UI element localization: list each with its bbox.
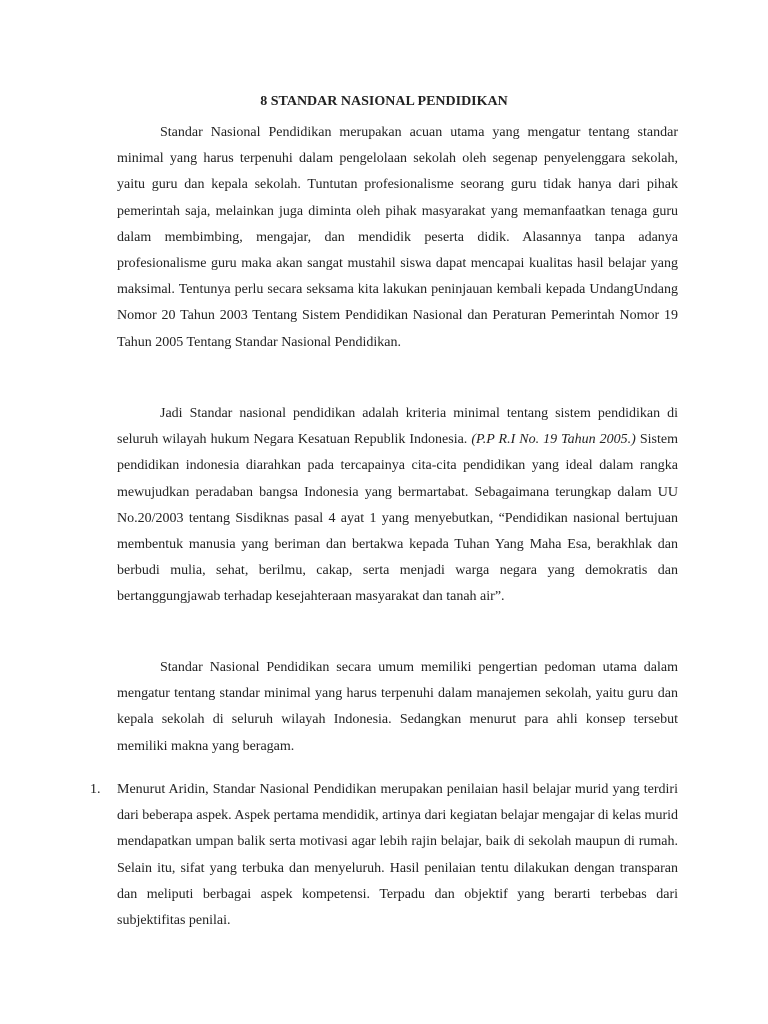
list-item-number: 1. — [90, 782, 101, 797]
paragraph-definition — [117, 401, 678, 611]
document-title: 8 STANDAR NASIONAL PENDIDIKAN — [260, 94, 508, 109]
paragraph-definition-continuation: Sistem pendidikan indonesia diarahkan pada tercapainya cita-cita pendidikan yang ideal dalam rangka mewujudkan peradaban bangsa Indonesia yang bermartabat. Sebagaimana terungkap dalam UU No.20/2003 tentang Sisdiknas pasal 4 ayat 1 yang menyebutkan, “Pendidikan nasional bertujuan membentuk manusia yang beriman dan bertakwa kepada Tuhan Yang Maha Esa, berakhlak dan berbudi mulia, sehat, berilmu, cakap, serta menjadi warga negara yang demokratis dan bertanggungjawab terhadap kesejahteraan masyarakat dan tanah air”. — [117, 432, 678, 605]
list-item-text: Menurut Aridin, Standar Nasional Pendidikan merupakan penilaian hasil belajar murid yang terdiri dari beberapa aspek. Aspek pertama mendidik, artinya dari kegiatan belajar mengajar di kelas murid mendapatkan umpan balik serta motivasi agar lebih rajin belajar, baik di sekolah maupun di rumah. Selain itu, sifat yang terbuka dan menyeluruh. Hasil penilaian tentu dilakukan dengan transparan dan meliputi berbagai aspek kompetensi. Terpadu dan objektif yang berarti terbebas dari subjektifitas penilai. — [117, 782, 678, 929]
list-item — [90, 777, 678, 934]
paragraph-intro: Standar Nasional Pendidikan merupakan acuan utama yang mengatur tentang standar minimal yang harus terpenuhi dalam pengelolaan sekolah oleh segenap penyelenggara sekolah, yaitu guru dan kepala sekolah. Tuntutan profesionalisme seorang guru tidak hanya dari pihak pemerintah saja, melainkan juga diminta oleh pihak masyarakat yang memanfaatkan tenaga guru dalam membimbing, mengajar, dan mendidik peserta didik. Alasannya tanpa adanya profesionalisme guru maka akan sangat mustahil siswa dapat mencapai kualitas hasil belajar yang maksimal. Tentunya perlu secara seksama kita lakukan peninjauan kembali kepada UndangUndang Nomor 20 Tahun 2003 Tentang Sistem Pendidikan Nasional dan Peraturan Pemerintah Nomor 19 Tahun 2005 Tentang Standar Nasional Pendidikan. — [117, 125, 678, 350]
paragraph-definition-text: Jadi Standar nasional pendidikan adalah kriteria minimal tentang sistem pendidikan di seluruh wilayah hukum Negara Kesatuan Republik Indonesia. — [117, 406, 678, 448]
citation: (P.P R.I No. 19 Tahun 2005.) — [471, 432, 636, 448]
paragraph-general-meaning: Standar Nasional Pendidikan secara umum memiliki pengertian pedoman utama dalam mengatur tentang standar minimal yang harus terpenuhi dalam manajemen sekolah, yaitu guru dan kepala sekolah di seluruh wilayah Indonesia. Sedangkan menurut para ahli konsep tersebut memiliki makna yang beragam. — [117, 660, 678, 754]
expert-opinion-list — [90, 777, 678, 934]
